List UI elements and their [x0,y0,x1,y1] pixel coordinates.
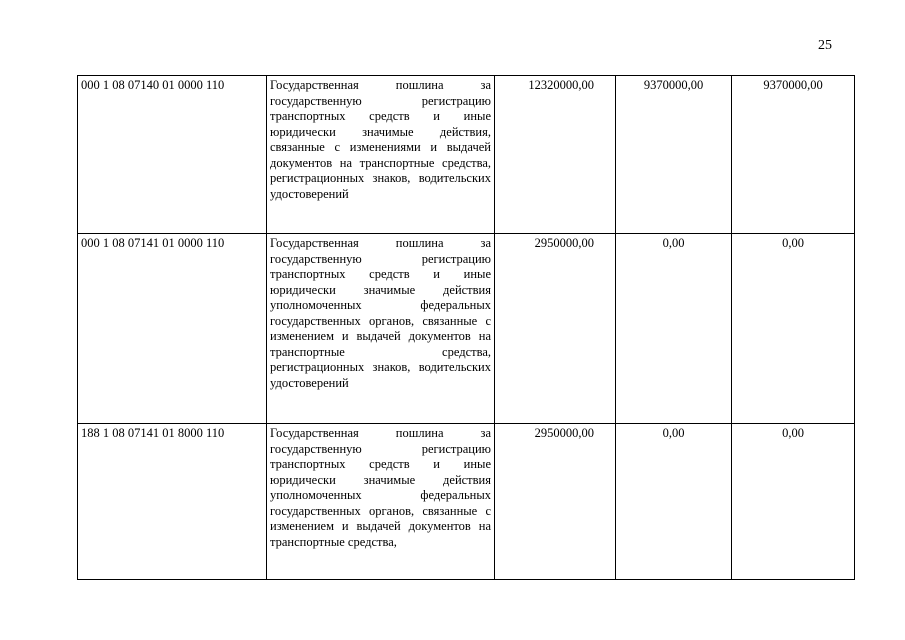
description-cell: Государственная пошлина за государственную регистрацию транспортных средств и иные юридически значимые действия уполномоченных федеральных государственных органов, связанные с изменением и выдачей документов на транспортные средства, регистрационных знаков, водительских удостоверений [267,234,495,424]
table-row [78,424,855,580]
amount-cell-1: 2950000,00 [495,234,616,424]
description-cell: Государственная пошлина за государственную регистрацию транспортных средств и иные юридически значимые действия, связанные с изменениями и выдачей документов на транспортные средства, регистрационных знаков, водительских удостоверений [267,76,495,234]
amount-cell-2: 0,00 [616,424,732,580]
budget-code-cell: 000 1 08 07141 01 0000 110 [78,234,267,424]
amount-cell-1: 2950000,00 [495,424,616,580]
amount-cell-2: 9370000,00 [616,76,732,234]
amount-cell-2: 0,00 [616,234,732,424]
amount-cell-3: 9370000,00 [732,76,855,234]
budget-code-cell: 000 1 08 07140 01 0000 110 [78,76,267,234]
page-number: 25 [818,38,832,53]
revenue-table [77,75,855,580]
budget-code-cell: 188 1 08 07141 01 8000 110 [78,424,267,580]
description-cell: Государственная пошлина за государственную регистрацию транспортных средств и иные юридически значимые действия уполномоченных федеральных государственных органов, связанные с изменением и выдачей документов на транспортные средства, [267,424,495,580]
table-row [78,234,855,424]
amount-cell-1: 12320000,00 [495,76,616,234]
amount-cell-3: 0,00 [732,234,855,424]
amount-cell-3: 0,00 [732,424,855,580]
table-row [78,76,855,234]
